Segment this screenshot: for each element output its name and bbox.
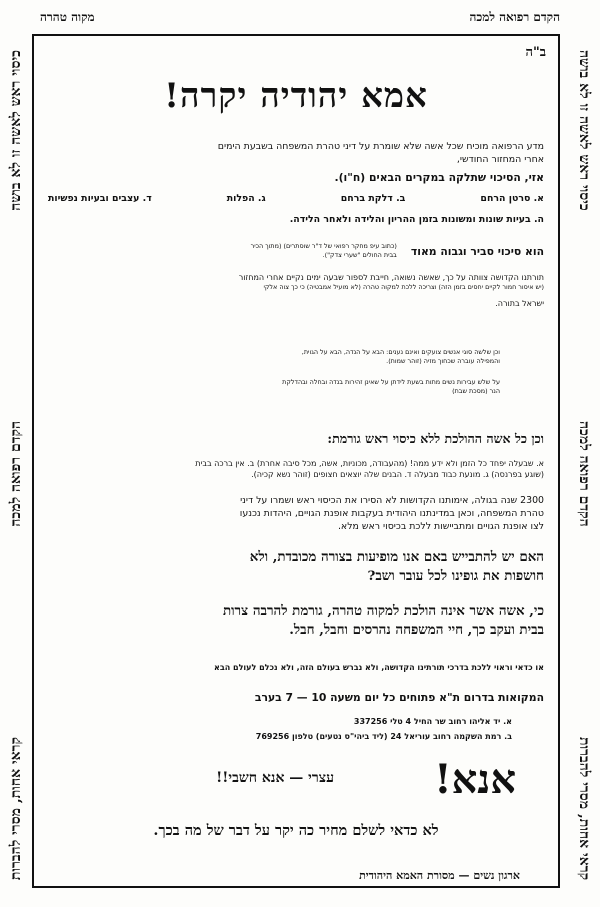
anna-headline: אנא!: [434, 756, 516, 803]
exile-line-3: לצו אופנת הגויים ומתביישות ללכת בכיסוי ראש מלא.: [337, 521, 544, 532]
bh-mark: ב"ה: [525, 45, 546, 60]
side-right-slogan-1: כיסוי ראש לאשה זו לא בושה: [576, 50, 592, 211]
top-banner-right: הקדם רפואה למכה: [469, 9, 560, 24]
torah-line-1: תורתנו הקדושה צוותה על כך, שאשה נשואה, חייבת לספור שבעה ימים נקיים אחרי המחזור: [238, 273, 544, 282]
exile-text: [48, 494, 544, 533]
top-banner: [40, 6, 560, 28]
quote-1-line-2: והמפילה עוברה שכחוך מזיה (זוהר שמות).: [386, 357, 500, 365]
mikvah-b: ב. רמת השקמה רחוב עוריאל 24 (ליד ביהי"ס נטעים) טלפון 769256: [255, 732, 512, 741]
torah-text: [48, 272, 544, 309]
page-title: אמא יהודיה יקרה!: [164, 76, 428, 116]
risk-row-1: [48, 192, 544, 205]
mikvah-a: א. יד אליהו רחוב שר החיל 4 טלי 337256: [353, 717, 512, 726]
quote-1-line-1: וכן שלשה סוגי אנשים צועקים ואינם נענים: הבא על הנדה, הבא על הגוית,: [301, 348, 500, 356]
footer-organization: ארגון נשים — מסורת האמא היהודית: [359, 869, 520, 882]
source-note: [251, 242, 397, 260]
risk-d: ד. עצבים ובעיות נפשיות: [48, 193, 152, 204]
side-slogans-right: [571, 50, 597, 880]
side-right-slogan-2: הקדם רפואה למכה: [576, 421, 592, 527]
exile-line-1: 2300 שנה בגולה, אימותנו הקדושות לא הסירו את הכיסוי ראש ושמרו על דיני: [240, 495, 544, 506]
consequence-text: [48, 602, 544, 640]
consequence-line-2: בבית ועקב כך, חיי המשפחה נהרסים וחבל, חבל.: [289, 622, 544, 638]
top-banner-left: מקוה טהרה: [40, 9, 95, 24]
hair-items-line-2: (שוגע בפרנסה) ג. מונעת כבוד מבעלה ד. הבנים שלה יוצאים חצופים (זוהר נשא קכיה).: [251, 470, 544, 479]
hair-items-line-1: א. שבעלה יפחד כל הזמן ולא ידע ממה! (מהעבודה, מכוניות, אשה, מכל סיבה אחרת) ב. אין ברכה בבית: [195, 459, 544, 468]
quote-1: [80, 348, 500, 366]
intro-text: [48, 140, 544, 166]
quote-2: [80, 378, 500, 396]
risk-level-row: [48, 242, 544, 260]
mikvaot-heading: המקואות בדרום ת"א פתוחים כל יום משעה 10 — 7 בערב: [254, 691, 544, 704]
side-right-slogan-3: קראי אחות, מסרי להברות: [576, 736, 592, 880]
side-left-slogan-3: קראי אחות, מסרי להברות: [8, 736, 24, 880]
risk-h: ה. בעיות שונות ומשונות בזמן ההריון והלידה ולאחר הלידה.: [289, 214, 544, 225]
question-text: [48, 548, 544, 586]
source-note-line-2: בבית החולים "שערי צדק").: [322, 251, 397, 259]
side-left-slogan-2: הקדם רפואה למכה: [8, 421, 24, 527]
quote-2-line-2: הנר (מסכת שבת): [452, 387, 500, 395]
risk-a: א. סרטן הרחם: [480, 193, 544, 204]
flyer-content: [40, 38, 552, 884]
side-left-slogan-1: כיסוי ראש לאשה זו לא בושה: [8, 50, 24, 211]
anna-subtitle: עצרי — אנא חשבי!!: [216, 770, 334, 786]
torah-line-3: ישראל בתורה.: [495, 299, 544, 308]
hair-heading: וכן כל אשה ההולכת ללא כיסוי ראש גורמת:: [327, 431, 544, 446]
risk-list: [48, 192, 544, 226]
risk-level: הוא סיכוי סביר וגבוה מאוד: [410, 244, 544, 258]
question-line-2: חושפות את גופינו לכל עובר ושב?: [367, 568, 544, 584]
risk-b: ב. דלקת ברחם: [340, 193, 406, 204]
question-line-1: האם יש להתבייש באם אנו מופיעות בצורה מכובדת, ולא: [249, 549, 544, 565]
side-slogans-left: [3, 50, 29, 880]
exile-line-2: טהרת המשפחה, וכאן במדינתנו היהודית בעקבות אופנת הגויים, היהדות נכנעו: [239, 508, 544, 519]
closing-line: לא כדאי לשלם מחיר כה יקר על דבר של מה בכך.: [153, 822, 439, 839]
hair-items: [48, 458, 544, 480]
intro-line-2: אחרי המחזור החודשי,: [456, 154, 544, 165]
intro-line-1: מדע הרפואה מוכיח שכל אשה שלא שומרת על דיני טהרת המשפחה בשבעת הימים: [217, 141, 544, 152]
risk-level-block: [48, 242, 544, 260]
worth-text: או כדאי וראוי ללכת בדרכי תורתינו הקדושה, ולא נברש בעולם הזה, ולא נכלם לעולם הבא: [214, 663, 544, 672]
source-note-line-1: (כתוב עיפ מחקר רפואי של ד"ר שוסתרים) (מתוך הכיר: [250, 242, 397, 250]
risk-heading: אזי, הסיכוי שתלקה במקרים הבאים (ח"ו).: [334, 171, 544, 184]
mikvaot-list: [16, 716, 512, 742]
risk-g: ג. הפלות: [226, 193, 266, 204]
torah-line-2: (יש איסור חמור לקיים יחסים בזמן הזה) וצריכה ללכת למקוה טהרה (לא מועיל אמבטיה) כי כך צוה אלקי: [263, 283, 544, 291]
consequence-line-1: כי, אשה אשר אינה הולכת למקוה טהרה, גורמת להרבה צרות: [222, 603, 544, 619]
quote-2-line-1: על שלש עבירות נשים מתות בשעת לידתן על שאינן זהירות בנדה ובחלה ובהדלקת: [282, 378, 500, 386]
